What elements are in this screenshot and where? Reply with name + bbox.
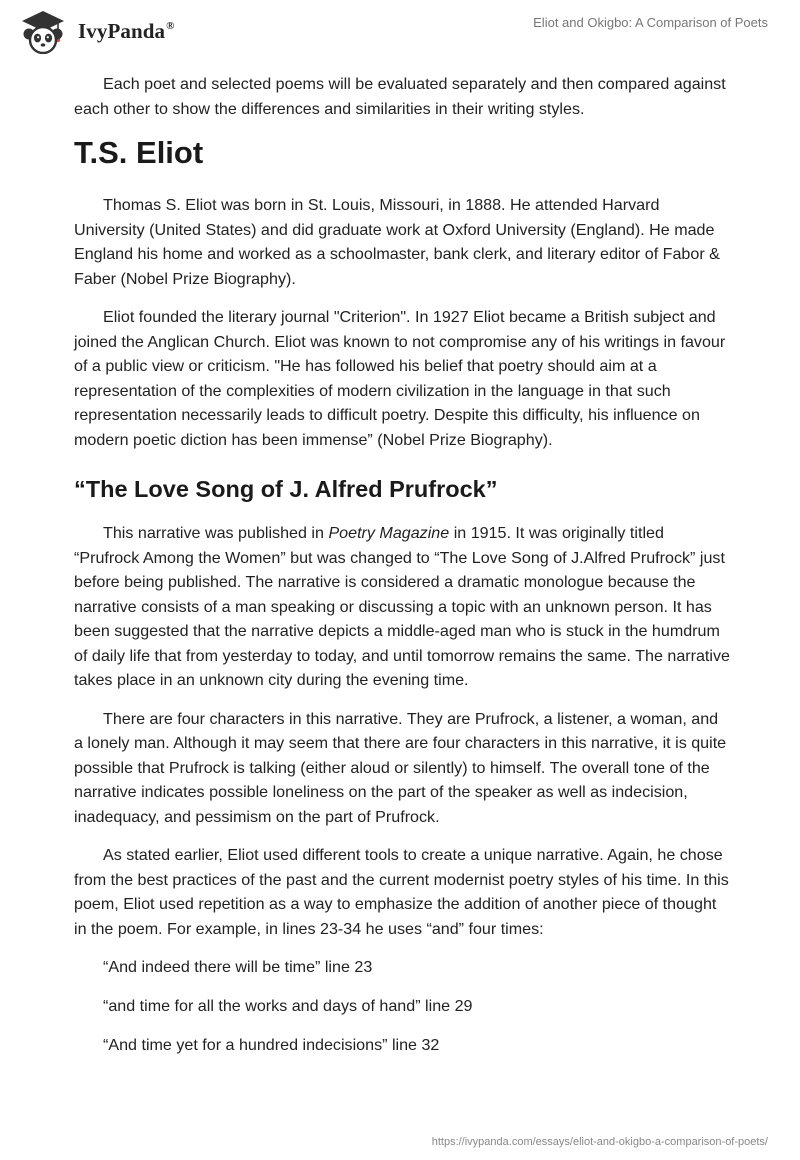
tools-paragraph: As stated earlier, Eliot used different tools to create a unique narrative. Again, he chose from the best practices of the past and the current modernist poetry styles of his time. In this poem, Eliot used repetition as a way to emphasize the addition of another piece of thought in the poem. For example, in lines 23-34 he uses “and” four times: [74, 846, 729, 938]
narrative-paragraph: This narrative was published in Poetry Magazine in 1915. It was originally titled “Prufrock Among the Women” but was changed to “The Love Song of J.Alfred Prufrock” just before being published. The narrative is considered a dramatic monologue because the narrative consists of a man speaking or discussing a topic with an unknown person. It has been suggested that the narrative depicts a middle-aged man who is stuck in the humdrum of daily life that from yesterday to today, and until tomorrow remains the same. The narrative takes place in an unknown city during the evening time. [74, 524, 730, 689]
ivypanda-logo[interactable] [14, 8, 175, 54]
section-heading-ts-eliot: T.S. Eliot [74, 135, 204, 170]
quote-line: “and time for all the works and days of hand” line 29 [103, 997, 473, 1015]
quote-line: “And indeed there will be time” line 23 [103, 958, 373, 976]
magazine-title: Poetry Magazine [328, 524, 450, 542]
document-title: Eliot and Okigbo: A Comparison of Poets [533, 15, 768, 30]
panda-graduate-icon [14, 8, 72, 54]
criterion-paragraph: Eliot founded the literary journal "Criterion". In 1927 Eliot became a British subject and joined the Anglican Church. Eliot was known to not compromise any of his writings in favour of a public view or criticism. "He has followed his belief that poetry should aim at a representation of the complexities of modern civilization in the language in that such representation necessarily leads to difficult poetry. Despite this difficulty, his influence on modern poetic diction has been immense” (Nobel Prize Biography). [74, 308, 726, 449]
intro-paragraph: Each poet and selected poems will be evaluated separately and then compared against each other to show the differences and similarities in their writing styles. [74, 75, 726, 118]
section-heading-prufrock: “The Love Song of J. Alfred Prufrock” [74, 476, 498, 502]
essay-body [74, 72, 730, 1072]
quote-line: “And time yet for a hundred indecisions” line 32 [103, 1036, 440, 1054]
bio-paragraph: Thomas S. Eliot was born in St. Louis, Missouri, in 1888. He attended Harvard University (United States) and did graduate work at Oxford University (England). He made England his home and worked as a schoolmaster, bank clerk, and literary editor of Fabor & Faber (Nobel Prize Biography). [74, 196, 720, 288]
source-url[interactable]: https://ivypanda.com/essays/eliot-and-okigbo-a-comparison-of-poets/ [431, 1136, 768, 1148]
characters-paragraph: There are four characters in this narrative. They are Prufrock, a listener, a woman, and a lonely man. Although it may seem that there are four characters in this narrative, it is quite possible that Prufrock is talking (either aloud or silently) to himself. The overall tone of the narrative indicates possible loneliness on the part of the speaker as well as indecision, inadequacy, and pessimism on the part of Prufrock. [74, 709, 727, 826]
logo-wordmark: IvyPanda® [78, 18, 175, 43]
page-header [0, 0, 800, 70]
